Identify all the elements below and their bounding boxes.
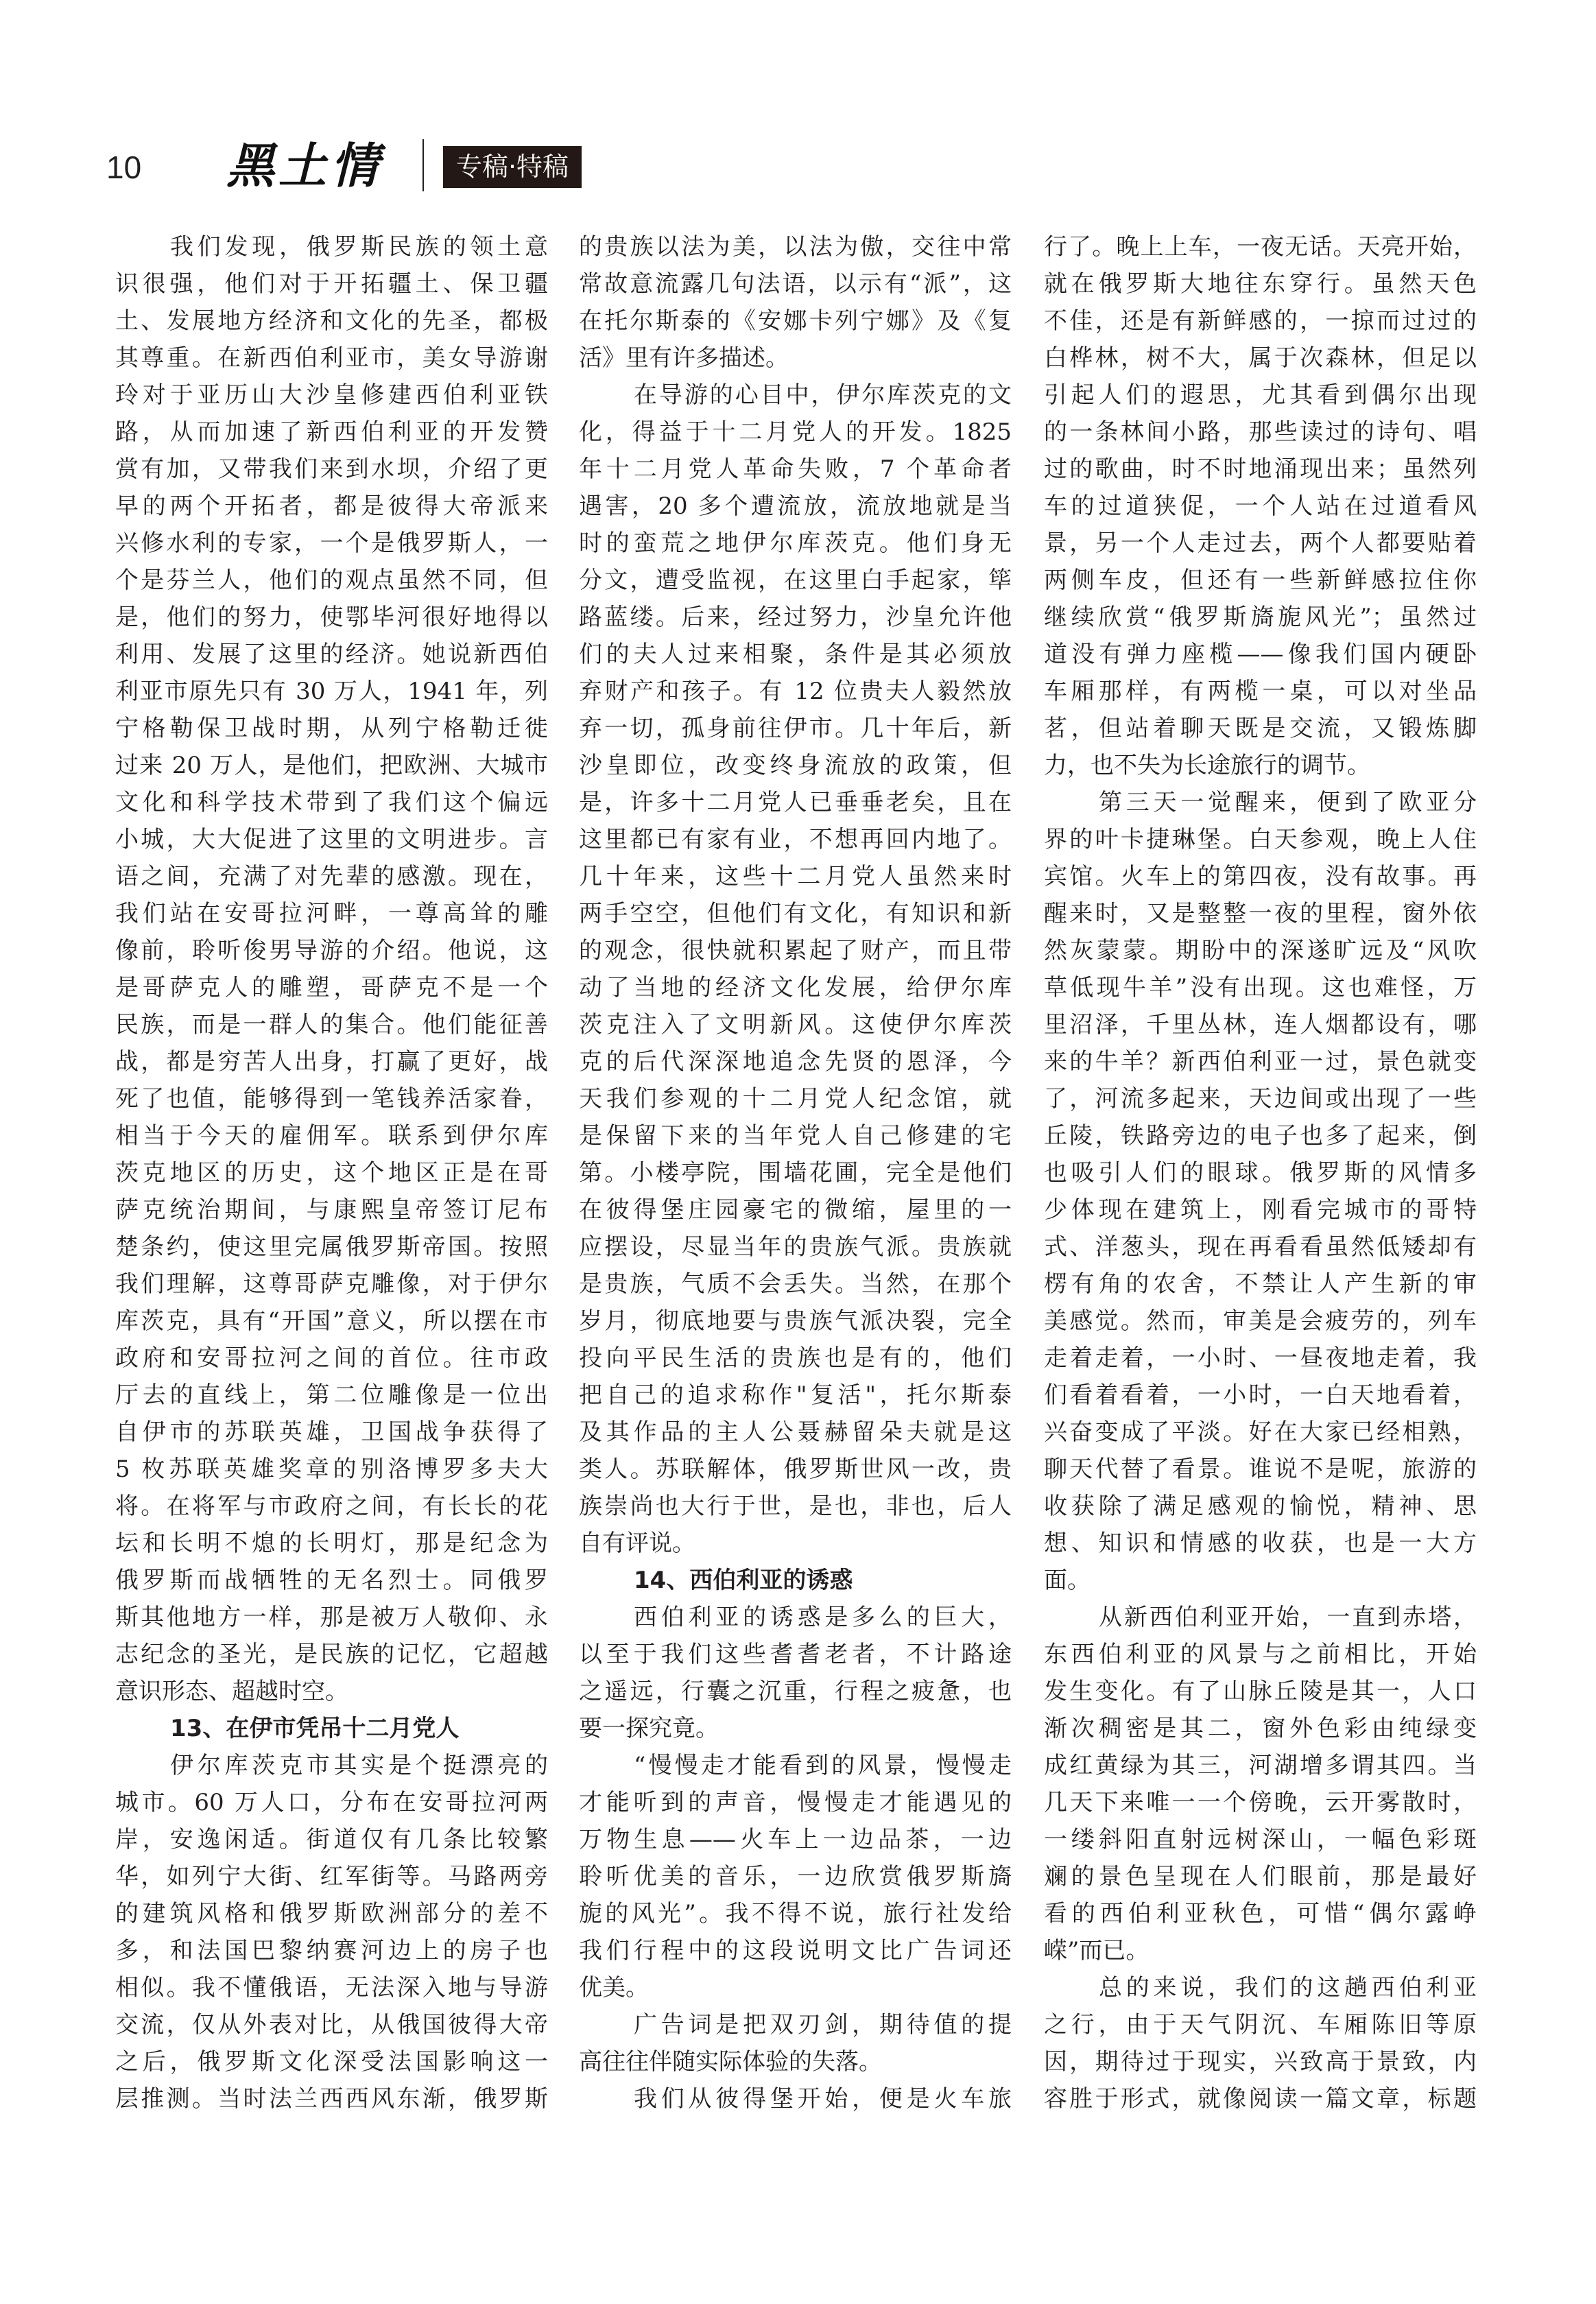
text-line: 道没有弹力座榄——像我们国内硬卧 xyxy=(1044,641,1477,668)
article-column-2 xyxy=(579,228,1012,2117)
text-line: 土、发展地方经济和文化的先圣，都极 xyxy=(115,307,548,335)
text-line: 看的西伯利亚秋色，可惜“偶尔露峥 xyxy=(1044,1900,1477,1927)
text-line: 发生变化。有了山脉丘陵是其一，人口 xyxy=(1044,1678,1477,1705)
text-line: 引起人们的遐思，尤其看到偶尔出现 xyxy=(1044,381,1477,409)
text-line: 的建筑风格和俄罗斯欧洲部分的差不 xyxy=(115,1900,548,1927)
masthead-title: 黑土情 xyxy=(226,137,383,194)
text-line: 是保留下来的当年党人自己修建的宅 xyxy=(579,1122,1012,1150)
text-line: 之后，俄罗斯文化深受法国影响这一 xyxy=(115,2048,548,2076)
text-line: 文化和科学技术带到了我们这个偏远 xyxy=(115,789,548,816)
text-line: 自伊市的苏联英雄，卫国战争获得了 xyxy=(115,1418,548,1446)
text-line: 丘陵，铁路旁边的电子也多了起来，倒 xyxy=(1044,1122,1477,1150)
text-line: 投向平民生活的贵族也是有的，他们 xyxy=(579,1344,1012,1372)
text-line: 第三天一觉醒来，便到了欧亚分 xyxy=(1099,789,1477,816)
text-line: 是，许多十二月党人已垂垂老矣，且在 xyxy=(579,789,1012,816)
text-line: 的观念，很快就积累起了财产，而且带 xyxy=(579,937,1012,964)
text-line: 多，和法国巴黎纳赛河边上的房子也 xyxy=(115,1937,548,1964)
text-line: 继续欣赏“俄罗斯旖旎风光”；虽然过 xyxy=(1044,604,1477,631)
text-line: 坛和长明不熄的长明灯，那是纪念为 xyxy=(115,1530,548,1557)
text-line: 车厢那样，有两榄一桌，可以对坐品 xyxy=(1044,678,1477,705)
text-line: 城市。60 万人口，分布在安哥拉河两 xyxy=(115,1789,548,1816)
text-line: 弃一切，孤身前往伊市。几十年后，新 xyxy=(579,715,1012,742)
text-line: 斓的景色呈现在人们眼前，那是最好 xyxy=(1044,1863,1477,1890)
text-line: 茨克注入了文明新风。这使伊尔库茨 xyxy=(579,1011,1012,1038)
text-line: 要一探究竟。 xyxy=(579,1715,719,1742)
text-line: 东西伯利亚的风景与之前相比，开始 xyxy=(1044,1641,1477,1668)
text-line: 意识形态、超越时空。 xyxy=(115,1678,348,1705)
text-line: 我们发现，俄罗斯民族的领土意 xyxy=(170,233,548,261)
text-line: 萨克统治期间，与康熙皇帝签订尼布 xyxy=(115,1196,548,1224)
text-line: 想、知识和情感的收获，也是一大方 xyxy=(1044,1530,1477,1557)
text-line: 渐次稠密是其二，窗外色彩由纯绿变 xyxy=(1044,1715,1477,1742)
text-line: 容胜于形式，就像阅读一篇文章，标题 xyxy=(1044,2085,1477,2113)
text-line: 常故意流露几句法语，以示有“派”，这 xyxy=(579,270,1012,298)
text-line: 兴修水利的专家，一个是俄罗斯人，一 xyxy=(115,530,548,557)
text-line: 走着走着，一小时、一昼夜地走着，我 xyxy=(1044,1344,1477,1372)
section-heading: 14、西伯利亚的诱惑 xyxy=(634,1567,853,1594)
text-line: 的贵族以法为美，以法为傲，交往中常 xyxy=(579,233,1012,261)
text-line: 式、洋葱头，现在再看看虽然低矮却有 xyxy=(1044,1233,1477,1261)
text-line: 楞有角的农舍，不禁让人产生新的审 xyxy=(1044,1270,1477,1298)
text-line: 成红黄绿为其三，河湖增多谓其四。当 xyxy=(1044,1752,1477,1779)
text-line: 以至于我们这些耆耆老者，不计路途 xyxy=(579,1641,1012,1668)
text-line: 从新西伯利亚开始，一直到赤塔， xyxy=(1099,1604,1477,1631)
text-line: 像前，聆听俊男导游的介绍。他说，这 xyxy=(115,937,548,964)
text-line: 美感觉。然而，审美是会疲劳的，列车 xyxy=(1044,1307,1477,1335)
text-line: 收获除了满足感观的愉悦，精神、思 xyxy=(1044,1493,1477,1520)
text-line: 宾馆。火车上的第四夜，没有故事。再 xyxy=(1044,863,1477,890)
text-line: 之行，由于天气阴沉、车厢陈旧等原 xyxy=(1044,2011,1477,2039)
text-line: 聆听优美的音乐，一边欣赏俄罗斯旖 xyxy=(579,1863,1012,1890)
text-line: 在托尔斯泰的《安娜卡列宁娜》及《复 xyxy=(579,307,1012,335)
text-line: 华，如列宁大街、红军街等。马路两旁 xyxy=(115,1863,548,1890)
text-line: 几天下来唯一一个傍晚，云开雾散时， xyxy=(1044,1789,1477,1816)
text-line: 过来 20 万人，是他们，把欧洲、大城市 xyxy=(115,752,548,779)
text-line: 是，他们的努力，使鄂毕河很好地得以 xyxy=(115,604,548,631)
text-line: 是哥萨克人的雕塑，哥萨克不是一个 xyxy=(115,974,548,1001)
text-line: 这里都已有家有业，不想再回内地了。 xyxy=(579,826,1012,853)
article-column-1 xyxy=(115,228,548,2117)
text-line: 弃财产和孩子。有 12 位贵夫人毅然放 xyxy=(579,678,1012,705)
text-line: 岁月，彻底地要与贵族气派决裂，完全 xyxy=(579,1307,1012,1335)
text-line: 旎的风光”。我不得不说，旅行社发给 xyxy=(579,1900,1012,1927)
text-line: 的一条林间小路，那些读过的诗句、唱 xyxy=(1044,418,1477,446)
text-line: 行了。晚上上车，一夜无话。天亮开始， xyxy=(1044,233,1477,261)
text-line: 也吸引人们的眼球。俄罗斯的风情多 xyxy=(1044,1159,1477,1187)
text-line: 是贵族，气质不会丢失。当然，在那个 xyxy=(579,1270,1012,1298)
text-line: 界的叶卡捷琳堡。白天参观，晚上人住 xyxy=(1044,826,1477,853)
text-line: 我们理解，这尊哥萨克雕像，对于伊尔 xyxy=(115,1270,548,1298)
text-line: 几十年来，这些十二月党人虽然来时 xyxy=(579,863,1012,890)
text-line: 天我们参观的十二月党人纪念馆，就 xyxy=(579,1085,1012,1113)
text-line: 语之间，充满了对先辈的感激。现在， xyxy=(115,863,548,890)
text-line: 车的过道狭促，一个人站在过道看风 xyxy=(1044,492,1477,520)
text-line: 过的歌曲，时不时地涌现出来；虽然列 xyxy=(1044,455,1477,483)
text-line: 醒来时，又是整整一夜的里程，窗外依 xyxy=(1044,900,1477,927)
text-line: 路蓝缕。后来，经过努力，沙皇允许他 xyxy=(579,604,1012,631)
section-heading: 13、在伊市凭吊十二月党人 xyxy=(170,1715,460,1742)
text-line: 因，期待过于现实，兴致高于景致，内 xyxy=(1044,2048,1477,2076)
text-line: 里沼泽，千里丛林，连人烟都设有，哪 xyxy=(1044,1011,1477,1038)
text-line: 就在俄罗斯大地往东穿行。虽然天色 xyxy=(1044,270,1477,298)
text-line: 力，也不失为长途旅行的调节。 xyxy=(1044,752,1370,779)
text-line: 类人。苏联解体，俄罗斯世风一改，贵 xyxy=(579,1456,1012,1483)
text-line: 第。小楼亭院，围墙花圃，完全是他们 xyxy=(579,1159,1012,1187)
text-line: 两手空空，但他们有文化，有知识和新 xyxy=(579,900,1012,927)
text-line: 斯其他地方一样，那是被万人敬仰、永 xyxy=(115,1604,548,1631)
text-line: 万物生息——火车上一边品茶，一边 xyxy=(579,1826,1012,1853)
text-line: 活》里有许多描述。 xyxy=(579,344,789,372)
text-line: 不佳，还是有新鲜感的，一掠而过过的 xyxy=(1044,307,1477,335)
text-line: 茨克地区的历史，这个地区正是在哥 xyxy=(115,1159,548,1187)
text-line: 把自己的追求称作"复活"，托尔斯泰 xyxy=(579,1381,1012,1409)
text-line: 高往往伴随实际体验的失落。 xyxy=(579,2048,882,2076)
text-line: 在导游的心目中，伊尔库茨克的文 xyxy=(634,381,1012,409)
text-line: 民族，而是一群人的集合。他们能征善 xyxy=(115,1011,548,1038)
text-line: 志纪念的圣光，是民族的记忆，它超越 xyxy=(115,1641,548,1668)
text-line: “慢慢走才能看到的风景，慢慢走 xyxy=(634,1752,1012,1779)
text-line: 分文，遭受监视，在这里白手起家，筚 xyxy=(579,567,1012,594)
text-line: 优美。 xyxy=(579,1974,649,2002)
text-line: 将。在将军与市政府之间，有长长的花 xyxy=(115,1493,548,1520)
text-line: 小城，大大促进了这里的文明进步。言 xyxy=(115,826,548,853)
text-line: 嵘”而已。 xyxy=(1044,1937,1150,1964)
text-line: 层推测。当时法兰西西风东渐，俄罗斯 xyxy=(115,2085,548,2113)
text-line: 战，都是穷苦人出身，打赢了更好，战 xyxy=(115,1048,548,1076)
text-line: 茗，但站着聊天既是交流，又锻炼脚 xyxy=(1044,715,1477,742)
text-line: 之遥远，行囊之沉重，行程之疲惫，也 xyxy=(579,1678,1012,1705)
text-line: 伊尔库茨克市其实是个挺漂亮的 xyxy=(170,1752,548,1779)
text-line: 广告词是把双刃剑，期待值的提 xyxy=(634,2011,1012,2039)
text-line: 玲对于亚历山大沙皇修建西伯利亚铁 xyxy=(115,381,548,409)
text-line: 们看着看着，一小时，一白天地看着， xyxy=(1044,1381,1477,1409)
text-line: 早的两个开拓者，都是彼得大帝派来 xyxy=(115,492,548,520)
text-line: 白桦林，树不大，属于次森林，但足以 xyxy=(1044,344,1477,372)
text-line: 及其作品的主人公聂赫留朵夫就是这 xyxy=(579,1418,1012,1446)
page-number: 10 xyxy=(106,150,142,185)
text-line: 交流，仅从外表对比，从俄国彼得大帝 xyxy=(115,2011,548,2039)
text-line: 面。 xyxy=(1044,1567,1091,1594)
text-line: 俄罗斯而战牺牲的无名烈士。同俄罗 xyxy=(115,1567,548,1594)
text-line: 利用、发展了这里的经济。她说新西伯 xyxy=(115,641,548,668)
text-line: 时的蛮荒之地伊尔库茨克。他们身无 xyxy=(579,530,1012,557)
text-line: 楚条约，使这里完属俄罗斯帝国。按照 xyxy=(115,1233,548,1261)
text-line: 总的来说，我们的这趟西伯利亚 xyxy=(1099,1974,1477,2002)
text-line: 我们站在安哥拉河畔，一尊高耸的雕 xyxy=(115,900,548,927)
text-line: 聊天代替了看景。谁说不是呢，旅游的 xyxy=(1044,1456,1477,1483)
text-line: 应摆设，尽显当年的贵族气派。贵族就 xyxy=(579,1233,1012,1261)
text-line: 景，另一个人走过去，两个人都要贴着 xyxy=(1044,530,1477,557)
text-line: 年十二月党人革命失败，7 个革命者 xyxy=(579,455,1012,483)
text-line: 们的夫人过来相聚，条件是其必须放 xyxy=(579,641,1012,668)
text-line: 自有评说。 xyxy=(579,1530,695,1557)
text-line: 政府和安哥拉河之间的首位。往市政 xyxy=(115,1344,548,1372)
header-divider xyxy=(422,139,424,191)
text-line: 我们行程中的这段说明文比广告词还 xyxy=(579,1937,1012,1964)
text-line: 宁格勒保卫战时期，从列宁格勒迁徙 xyxy=(115,715,548,742)
text-line: 了，河流多起来，天边间或出现了一些 xyxy=(1044,1085,1477,1113)
text-line: 我们从彼得堡开始，便是火车旅 xyxy=(634,2085,1012,2113)
text-line: 草低现牛羊”没有出现。这也难怪，万 xyxy=(1044,974,1477,1001)
text-line: 遇害，20 多个遭流放，流放地就是当 xyxy=(579,492,1012,520)
text-line: 路，从而加速了新西伯利亚的开发赞 xyxy=(115,418,548,446)
text-line: 相当于今天的雇佣军。联系到伊尔库 xyxy=(115,1122,548,1150)
text-line: 西伯利亚的诱惑是多么的巨大， xyxy=(634,1604,1012,1631)
text-line: 库茨克，具有“开国”意义，所以摆在市 xyxy=(115,1307,548,1335)
text-line: 族崇尚也大行于世，是也，非也，后人 xyxy=(579,1493,1012,1520)
text-line: 在彼得堡庄园豪宅的微缩，屋里的一 xyxy=(579,1196,1012,1224)
text-line: 识很强，他们对于开拓疆土、保卫疆 xyxy=(115,270,548,298)
section-badge: 专稿·特稿 xyxy=(443,146,582,188)
text-line: 死了也值，能够得到一笔钱养活家眷， xyxy=(115,1085,548,1113)
text-line: 一缕斜阳直射远树深山，一幅色彩斑 xyxy=(1044,1826,1477,1853)
text-line: 克的后代深深地追念先贤的恩泽，今 xyxy=(579,1048,1012,1076)
text-line: 赏有加，又带我们来到水坝，介绍了更 xyxy=(115,455,548,483)
text-line: 少体现在建筑上，刚看完城市的哥特 xyxy=(1044,1196,1477,1224)
text-line: 来的牛羊？新西伯利亚一过，景色就变 xyxy=(1044,1048,1477,1076)
text-line: 才能听到的声音，慢慢走才能遇见的 xyxy=(579,1789,1012,1816)
text-line: 相似。我不懂俄语，无法深入地与导游 xyxy=(115,1974,548,2002)
text-line: 个是芬兰人，他们的观点虽然不同，但 xyxy=(115,567,548,594)
text-line: 化，得益于十二月党人的开发。1825 xyxy=(579,418,1012,446)
text-line: 两侧车皮，但还有一些新鲜感拉住你 xyxy=(1044,567,1477,594)
text-line: 沙皇即位，改变终身流放的政策，但 xyxy=(579,752,1012,779)
text-line: 厅去的直线上，第二位雕像是一位出 xyxy=(115,1381,548,1409)
text-line: 5 枚苏联英雄奖章的别洛博罗多夫大 xyxy=(115,1456,548,1483)
text-line: 其尊重。在新西伯利亚市，美女导游谢 xyxy=(115,344,548,372)
text-line: 兴奋变成了平淡。好在大家已经相熟， xyxy=(1044,1418,1477,1446)
text-line: 然灰蒙蒙。期盼中的深遂旷远及“风吹 xyxy=(1044,937,1477,964)
article-column-3 xyxy=(1044,228,1477,2117)
text-line: 动了当地的经济文化发展，给伊尔库 xyxy=(579,974,1012,1001)
text-line: 岸，安逸闲适。街道仅有几条比较繁 xyxy=(115,1826,548,1853)
text-line: 利亚市原先只有 30 万人，1941 年，列 xyxy=(115,678,548,705)
